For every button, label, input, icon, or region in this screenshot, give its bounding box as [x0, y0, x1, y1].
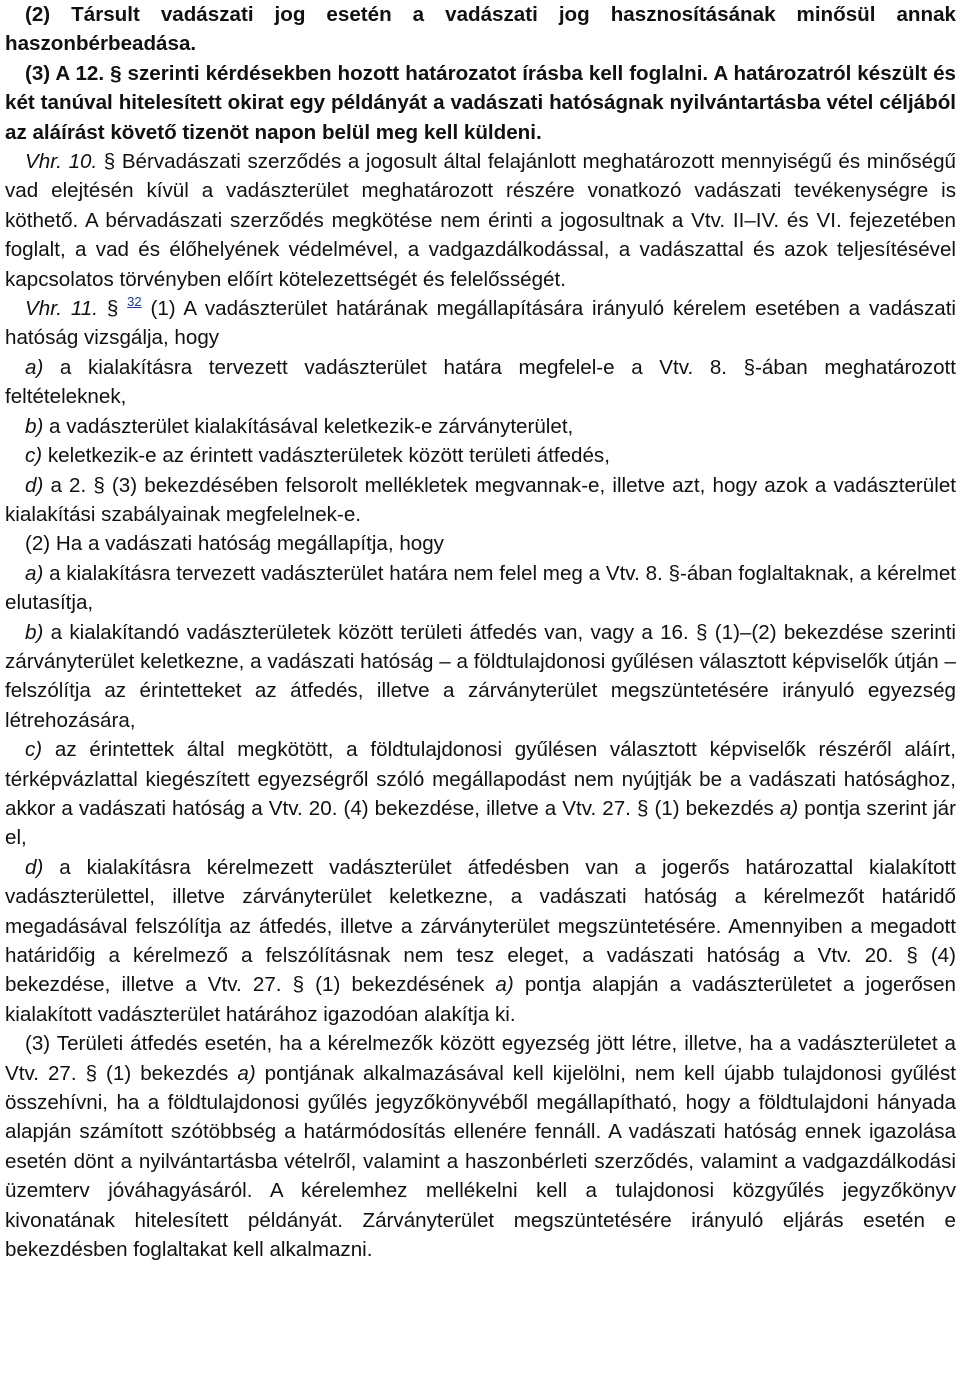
point-ref: a) [495, 973, 514, 997]
list-label: a) [25, 355, 44, 379]
list-item-2d [5, 853, 956, 1029]
list-text: keletkezik-e az érintett vadászterületek között területi átfedés, [42, 444, 610, 468]
list-label: d) [25, 473, 44, 497]
section-vhr-10 [5, 147, 956, 294]
paragraph-3: (3) A 12. § szerinti kérdésekben hozott határozatot írásba kell foglalni. A határozatról készült és két tanúval hitelesített okirat egy példányát a vadászati hatóságnak nyilvántartásba vétel céljából az aláírást követő tizenöt napon belül meg kell küldeni. [5, 61, 956, 144]
list-item-a [5, 353, 956, 412]
footnote-link[interactable]: 32 [127, 294, 142, 310]
point-ref: a) [237, 1061, 256, 1085]
paragraph-bold-block [5, 0, 956, 147]
point-ref: a) [779, 796, 799, 820]
list-item-2a [5, 559, 956, 618]
list-text: az érintettek által megkötött, a földtulajdonosi gyűlésen választott képviselők részéről aláírt, térképvázlattal kiegészített egyezségről szóló megállapodást nem nyújtják be a vadászati hatósághoz, akkor a vadászati hatóság a Vtv. 20. (4) bekezdése, illetve a Vtv. 27. § (1) bekezdés [5, 738, 956, 820]
section-text: § Bérvadászati szerződés a jogosult által felajánlott meghatározott mennyiségű és minőségű vad elejtésén kívül a vadászterület meghatározott részére vonatkozó vadászati tevékenységre is köthető. A bérvadászati szerződés megkötése nem érinti a jogosultnak a Vtv. II–IV. és VI. fejezetében foglalt, a vad és élőhelyének védelmével, a vadgazdálkodással, a vadászattal és azok teljesítésével kapcsolatos törvényben előírt kötelezettségét és felelősségét. [5, 150, 957, 291]
section-vhr-11 [5, 294, 956, 353]
paragraph-text: (3) Területi átfedés esetén, ha a kérelmezők között egyezség jött létre, illetve, ha a vadászterületet a Vtv. 27. § (1) bekezdés [5, 1032, 956, 1085]
list-text: a vadászterület kialakításával keletkezik-e zárványterület, [43, 414, 574, 438]
section-ref: Vhr. 10. [25, 150, 98, 174]
list-text: a kialakítandó vadászterületek között területi átfedés van, vagy a 16. § (1)–(2) bekezdése szerinti zárványterület keletkezne, a vadászati hatóság – a földtulajdonosi gyűlésen választott képviselők útján – felszólítja az érintetteket az átfedés, illetve a zárványterület megszüntetésére irányuló egyezség létrehozására, [5, 620, 956, 732]
list-text: a kialakításra tervezett vadászterület határa megfelel-e a Vtv. 8. §-ában meghatározott feltételeknek, [5, 355, 956, 409]
list-item-d [5, 471, 956, 530]
list-text: a 2. § (3) bekezdésében felsorolt mellékletek megvannak-e, illetve azt, hogy azok a vadászterület kialakítási szabályainak megfelelnek-e. [5, 473, 956, 526]
list-text: pontja szerint jár el, [5, 796, 956, 850]
section-text: (1) A vadászterület határának megállapítására irányuló kérelem esetében a vadászati hatóság vizsgálja, hogy [5, 297, 956, 350]
list-item-2b [5, 618, 956, 736]
list-label: d) [25, 855, 44, 879]
list-item-c [5, 441, 956, 470]
list-label: b) [25, 414, 44, 438]
section-ref: Vhr. 11. [25, 297, 98, 321]
paragraph-2-intro: (2) Ha a vadászati hatóság megállapítja, hogy [25, 532, 444, 556]
section-sign: § [97, 297, 128, 321]
list-text: pontja alapján a vadászterületet a jogerősen kialakított vadászterület határához igazodóan alakítja ki. [5, 973, 956, 1026]
list-label: a) [25, 561, 44, 585]
list-text: a kialakításra tervezett vadászterület határa nem felel meg a Vtv. 8. §-ában foglaltaknak, a kérelmet elutasítja, [5, 561, 956, 615]
paragraph-text: pontjának alkalmazásával kell kijelölni, nem kell újabb tulajdonosi gyűlést összehívni, ha a földtulajdonosi gyűlés jegyzőkönyvéből megállapítható, hogy a földtulajdoni hányada alapján számított szótöbbség a határmódosítás ellenére fennáll. A vadászati hatóság ennek igazolása esetén dönt a nyilvántartásba vételről, valamint a haszonbérleti szerződés, valamint a vadgazdálkodási üzemterv jóváhagyásáról. A kérelemhez mellékelni kell a tulajdonosi közgyűlés jegyzőkönyv kivonatának hitelesített példányát. Zárványterület megszüntetésére irányuló eljárás esetén e bekezdésben foglaltakat kell alkalmazni. [5, 1061, 956, 1262]
list-label: c) [25, 738, 43, 762]
paragraph-2: (2) Társult vadászati jog esetén a vadászati jog hasznosításának minősül annak haszonbérbeadása. [5, 3, 956, 56]
list-label: b) [25, 620, 44, 644]
list-item-b [5, 412, 956, 441]
list-text: a kialakításra kérelmezett vadászterület átfedésben van a jogerős határozattal kialakított vadászterülettel, illetve zárványterület keletkezne, a vadászati hatóság a kérelmezőt határidő megadásával felszólítja az átfedés, illetve a zárványterület megszüntetésére. Amennyiben a megadott határidőig a kérelmező a felszólításnak nem tesz eleget, a vadászati hatóság a Vtv. 20. § (4) bekezdése, illetve a Vtv. 27. § (1) bekezdésének [5, 855, 956, 997]
paragraph-3-overlap [5, 1029, 956, 1264]
list-item-2c [5, 735, 956, 853]
list-label: c) [25, 444, 43, 468]
